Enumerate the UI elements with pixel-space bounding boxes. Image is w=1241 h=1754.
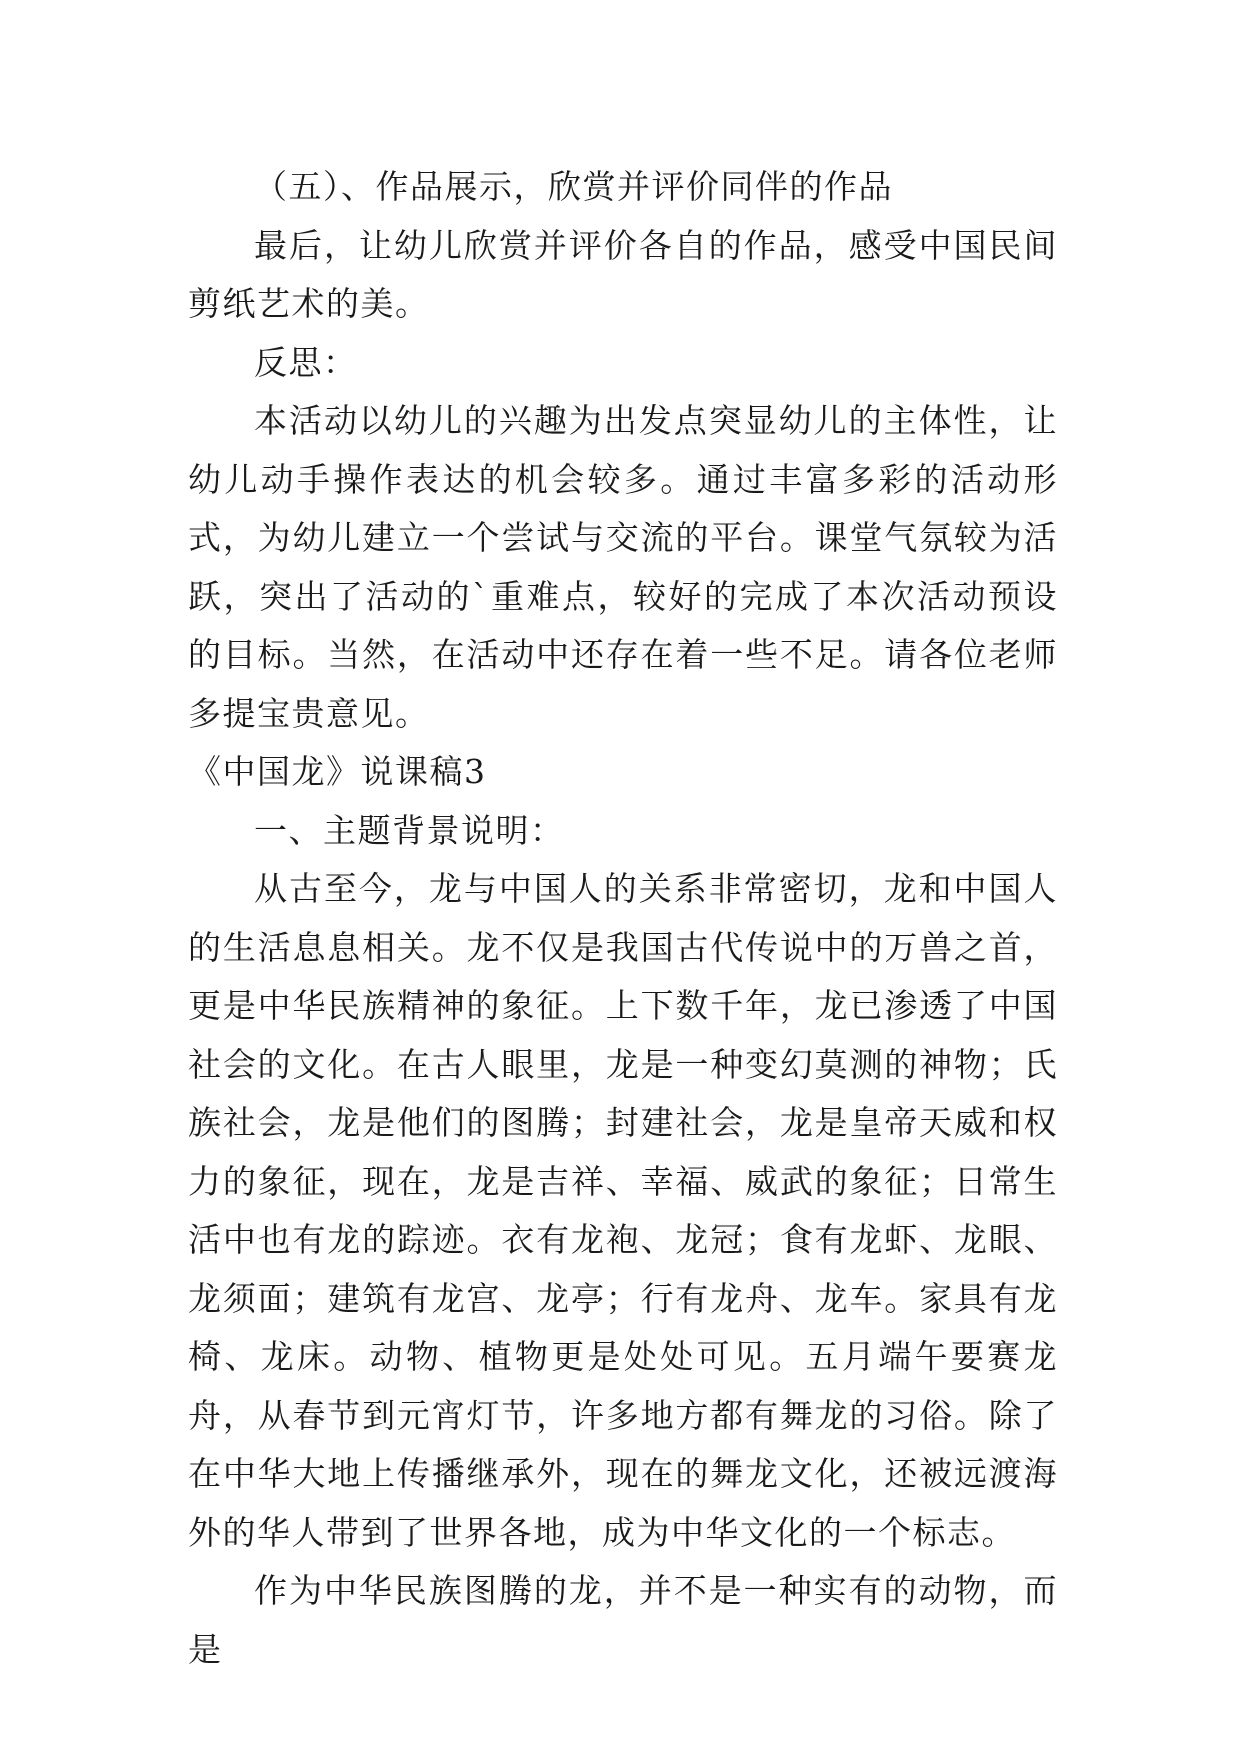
heading-reflection: 反思： <box>254 342 358 382</box>
document-title: 《中国龙》说课稿3 <box>188 752 487 791</box>
section-heading-works-display: （五）、作品展示，欣赏并评价同伴的作品 <box>254 167 893 206</box>
document-body <box>188 158 1058 1679</box>
paragraph-reflection: 本活动以幼儿的兴趣为出发点突显幼儿的主体性，让幼儿动手操作表达的机会较多。通过丰富多彩的活动形式，为幼儿建立一个尝试与交流的平台。课堂气氛较为活跃，突出了活动的`重难点，较好的完成了本次活动预设的目标。当然，在活动中还存在着一些不足。请各位老师多提宝贵意见。 <box>188 401 1058 733</box>
paragraph-dragon-totem: 作为中华民族图腾的龙，并不是一种实有的动物，而是 <box>188 1571 1058 1669</box>
paragraph-background: 从古至今，龙与中国人的关系非常密切，龙和中国人的生活息息相关。龙不仅是我国古代传说中的万兽之首，更是中华民族精神的象征。上下数千年，龙已渗透了中国社会的文化。在古人眼里，龙是一种变幻莫测的神物；氏族社会，龙是他们的图腾；封建社会，龙是皇帝天威和权力的象征，现在，龙是吉祥、幸福、威武的象征；日常生活中也有龙的踪迹。衣有龙袍、龙冠；食有龙虾、龙眼、龙须面；建筑有龙宫、龙亭；行有龙舟、龙车。家具有龙椅、龙床。动物、植物更是处处可见。五月端午要赛龙舟，从春节到元宵灯节，许多地方都有舞龙的习俗。除了在中华大地上传播继承外，现在的舞龙文化，还被远渡海外的华人带到了世界各地，成为中华文化的一个标志。 <box>188 869 1058 1552</box>
paragraph-appreciation: 最后，让幼儿欣赏并评价各自的作品，感受中国民间剪纸艺术的美。 <box>188 225 1058 323</box>
section-heading-background: 一、主题背景说明： <box>254 810 565 850</box>
